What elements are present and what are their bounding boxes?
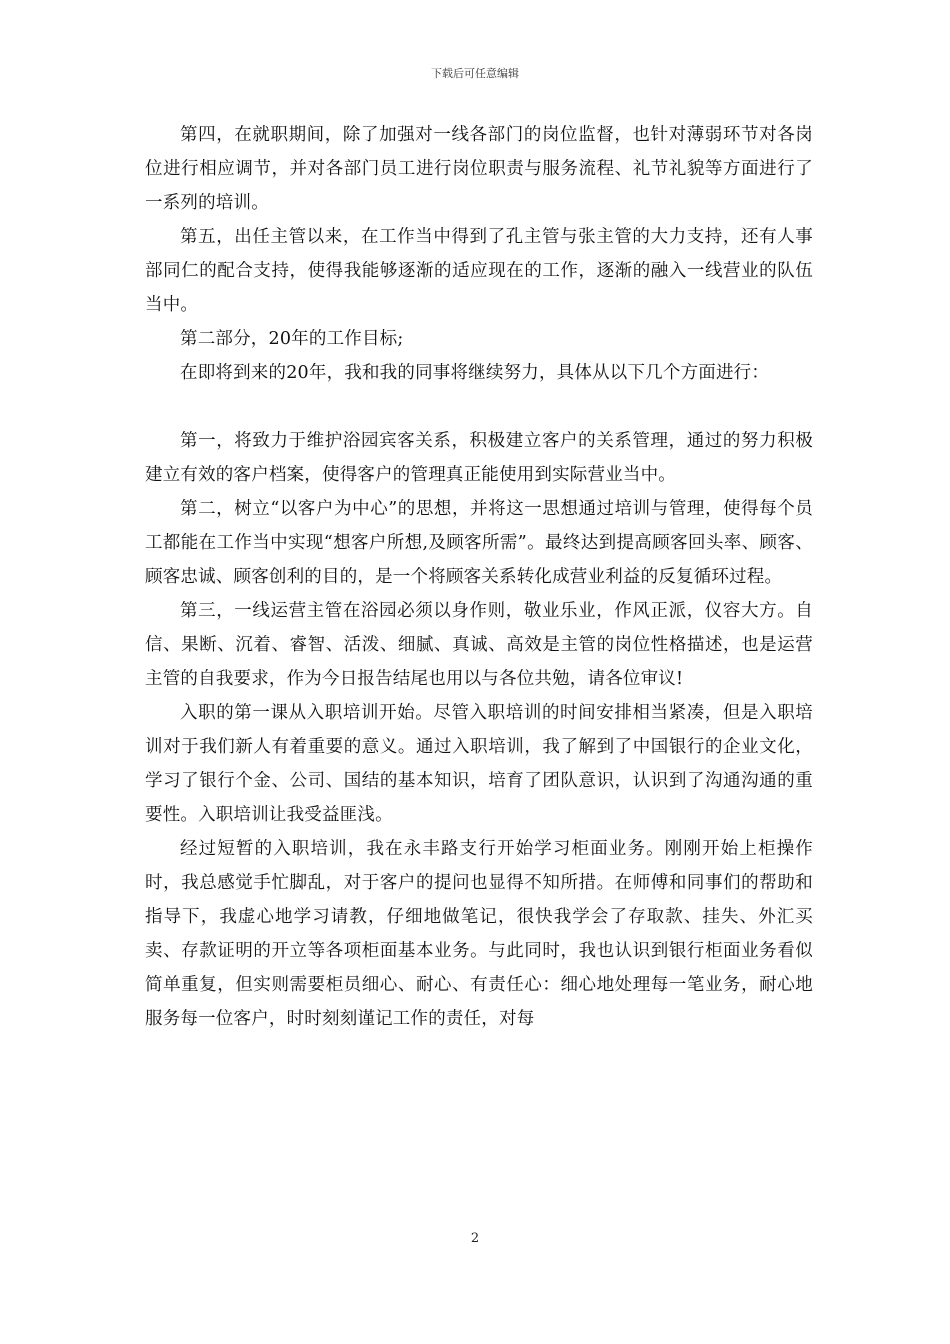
paragraph-goals-intro: 在即将到来的20年，我和我的同事将继续努力，具体从以下几个方面进行：: [180, 363, 770, 383]
document-body: [145, 118, 813, 1036]
paragraph-goal-first: 第一，将致力于维护浴园宾客关系，积极建立客户的关系管理，通过的努力积极建立有效的客户档案，使得客户的管理真正能使用到实际营业当中。: [145, 431, 813, 485]
paragraph-goal-second: 第二，树立“以客户为中心”的思想，并将这一思想通过培训与管理，使得每个员工都能在工作当中实现“想客户所想,及顾客所需”。最终达到提高顾客回头率、顾客、顾客忠诚、顾客创利的目的，是一个将顾客关系转化成营业利益的反复循环过程。: [145, 499, 813, 587]
paragraph-fifth-point: 第五，出任主管以来，在工作当中得到了孔主管与张主管的大力支持，还有人事部同仁的配合支持，使得我能够逐渐的适应现在的工作，逐渐的融入一线营业的队伍当中。: [145, 227, 813, 315]
paragraph-fourth-point: 第四，在就职期间，除了加强对一线各部门的岗位监督，也针对薄弱环节对各岗位进行相应调节，并对各部门员工进行岗位职责与服务流程、礼节礼貌等方面进行了一系列的培训。: [145, 125, 813, 213]
paragraph-counter-business: 经过短暂的入职培训，我在永丰路支行开始学习柜面业务。刚刚开始上柜操作时，我总感觉手忙脚乱，对于客户的提问也显得不知所措。在师傅和同事们的帮助和指导下，我虚心地学习请教，仔细地做笔记，很快我学会了存取款、挂失、外汇买卖、存款证明的开立等各项柜面基本业务。与此同时，我也认识到银行柜面业务看似简单重复，但实则需要柜员细心、耐心、有责任心：细心地处理每一笔业务，耐心地服务每一位客户，时时刻刻谨记工作的责任，对每: [145, 839, 813, 1029]
blank-line: [145, 390, 813, 424]
page-number: 2: [470, 1231, 480, 1246]
paragraph-onboarding-training: 入职的第一课从入职培训开始。尽管入职培训的时间安排相当紧凑，但是入职培训对于我们新人有着重要的意义。通过入职培训，我了解到了中国银行的企业文化，学习了银行个金、公司、国结的基本知识，培育了团队意识，认识到了沟通沟通的重要性。入职培训让我受益匪浅。: [145, 703, 813, 825]
paragraph-section-two-heading: 第二部分，20年的工作目标;: [180, 329, 404, 349]
paragraph-goal-third: 第三，一线运营主管在浴园必须以身作则，敬业乐业，作风正派，仪容大方。自信、果断、沉着、睿智、活泼、细腻、真诚、高效是主管的岗位性格描述，也是运营主管的自我要求，作为今日报告结尾也用以与各位共勉，请各位审议!: [145, 601, 813, 689]
page-header: 下载后可任意编辑: [431, 67, 519, 80]
